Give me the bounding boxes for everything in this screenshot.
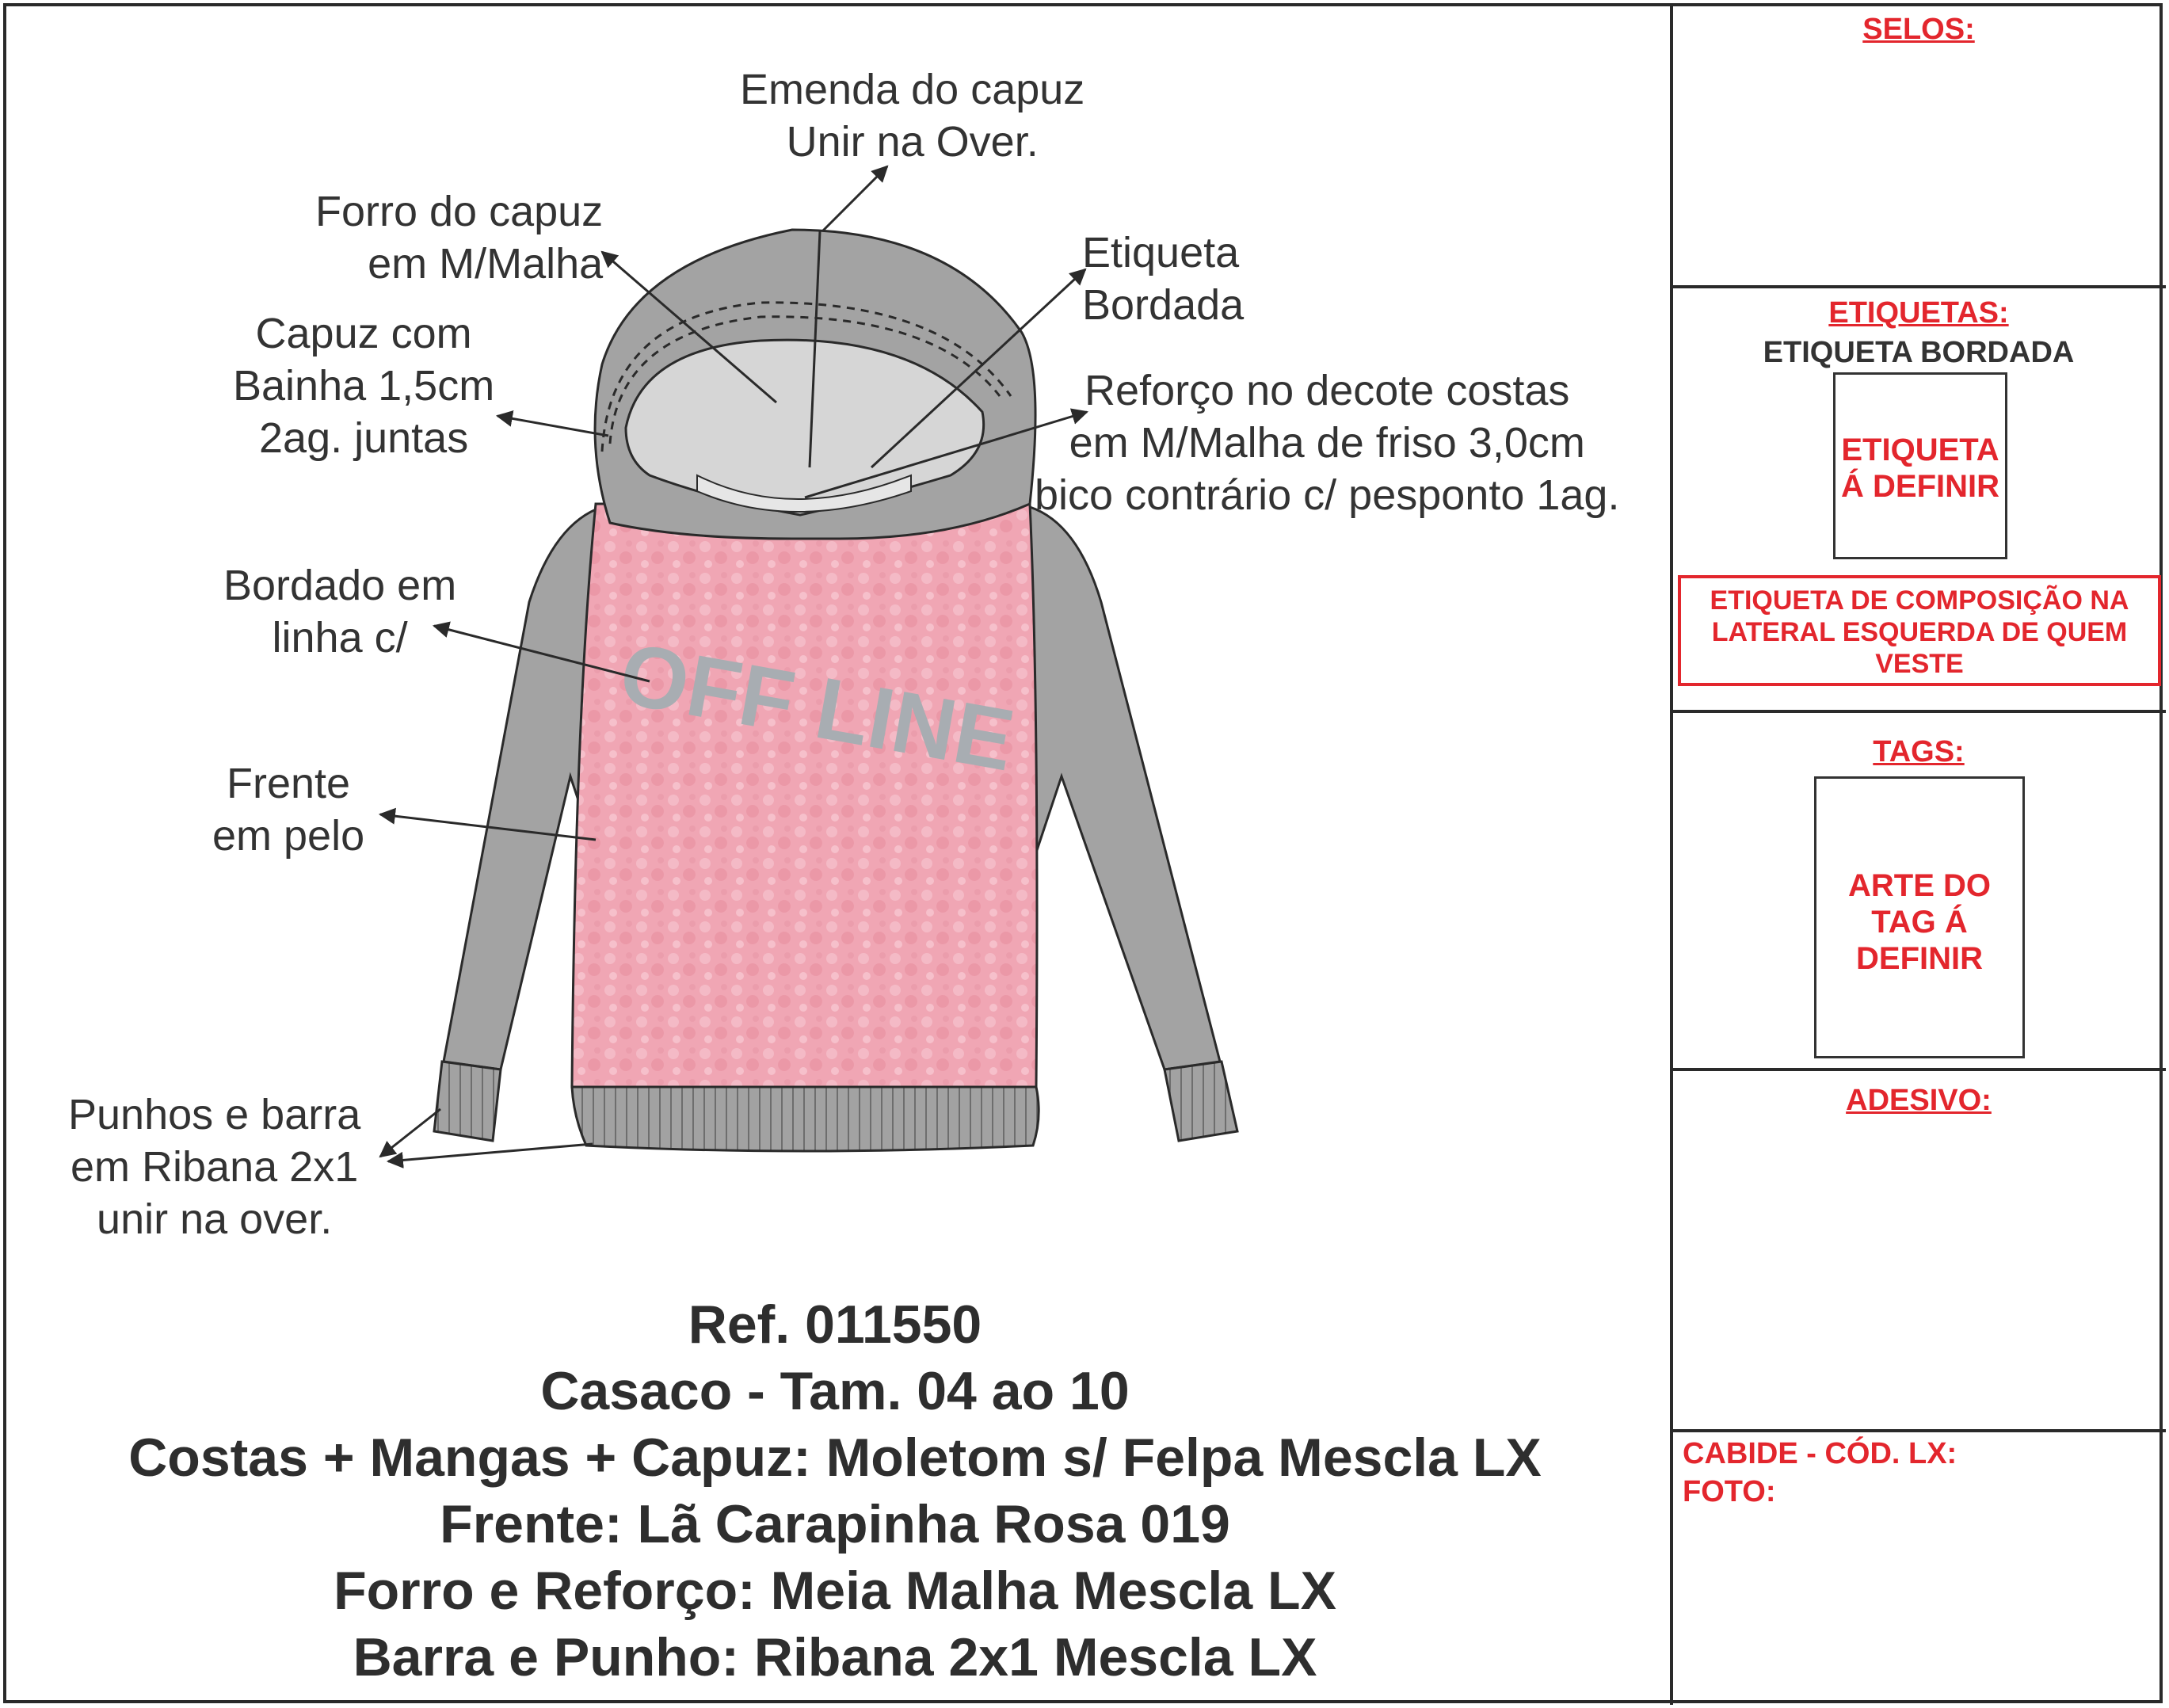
tag-placeholder-box (1814, 776, 2025, 1058)
callout-capuz (233, 307, 494, 464)
tag-box-line2: TAG Á (1871, 905, 1968, 940)
etiqueta-bordada-label: ETIQUETA BORDADA (1763, 336, 2075, 369)
etiquetas-title: ETIQUETAS: (1828, 296, 2009, 330)
callout-frente-line2: em pelo (212, 812, 365, 860)
callout-punhos-line1: Punhos e barra (68, 1091, 361, 1138)
left-cuff (434, 1062, 501, 1141)
foto-label: FOTO: (1683, 1475, 1776, 1508)
arrow-punhos-1 (380, 1109, 440, 1157)
right-cuff (1165, 1062, 1237, 1141)
callout-punhos (68, 1088, 360, 1245)
callout-reforco-line2: em M/Malha de friso 3,0cm (1069, 419, 1585, 467)
callout-etiqueta (1082, 227, 1244, 331)
etiqueta-box-line2: Á DEFINIR (1841, 469, 1999, 504)
callout-emenda (740, 63, 1084, 168)
arrow-punhos-2 (388, 1144, 593, 1161)
arrow-capuz (497, 416, 608, 436)
callout-punhos-line2: em Ribana 2x1 (71, 1143, 359, 1191)
tags-title: TAGS: (1873, 735, 1965, 768)
callout-etiqueta-line2: Bordada (1082, 281, 1245, 329)
arrow-emenda (822, 166, 887, 231)
waistband (572, 1087, 1039, 1151)
spec-rib: Barra e Punho: Ribana 2x1 Mescla LX (353, 1627, 1317, 1687)
panel-separator-1 (1672, 285, 2166, 288)
etiqueta-box-line1: ETIQUETA (1841, 433, 1999, 467)
composicao-line3: VESTE (1875, 649, 1964, 679)
spec-product: Casaco - Tam. 04 ao 10 (540, 1361, 1130, 1421)
callout-forro-line1: Forro do capuz (315, 188, 604, 235)
callout-capuz-line2: Bainha 1,5cm (233, 362, 495, 410)
spec-lining: Forro e Reforço: Meia Malha Mescla LX (334, 1561, 1336, 1621)
callout-bordado (223, 559, 456, 664)
panel-separator-4 (1672, 1429, 2166, 1432)
callout-reforco-line3: bico contrário c/ pesponto 1ag. (1035, 471, 1620, 519)
composicao-box (1678, 575, 2161, 686)
callout-punhos-line3: unir na over. (97, 1195, 333, 1243)
cabide-label: CABIDE - CÓD. LX: (1683, 1437, 1957, 1470)
spec-front: Frente: Lã Carapinha Rosa 019 (440, 1494, 1230, 1554)
callout-etiqueta-line1: Etiqueta (1082, 229, 1240, 276)
callout-capuz-line3: 2ag. juntas (259, 414, 469, 462)
callout-bordado-line1: Bordado em (223, 562, 457, 609)
callout-capuz-line1: Capuz com (255, 310, 472, 357)
spec-block (0, 1291, 1670, 1691)
panel-separator-3 (1672, 1068, 2166, 1071)
callout-frente (212, 757, 364, 862)
callout-reforco (1035, 364, 1619, 521)
etiqueta-placeholder-box (1833, 372, 2007, 559)
spec-back-sleeves-hood: Costas + Mangas + Capuz: Moletom s/ Felpa Mescla LX (128, 1428, 1542, 1488)
callout-reforco-line1: Reforço no decote costas (1084, 367, 1570, 414)
callout-emenda-line2: Unir na Over. (786, 118, 1039, 166)
adesivo-title: ADESIVO: (1846, 1084, 1992, 1117)
callout-bordado-line2: linha c/ (272, 614, 408, 661)
spec-ref: Ref. 011550 (688, 1294, 982, 1355)
callout-forro-line2: em M/Malha (368, 240, 604, 288)
panel-divider (1670, 3, 1673, 1705)
tag-box-line1: ARTE DO (1848, 868, 1991, 903)
embroidery-text: OFF LINE (612, 624, 1021, 790)
callout-forro (315, 185, 603, 290)
panel-separator-2 (1672, 710, 2166, 713)
right-sleeve (1030, 507, 1220, 1069)
selos-title: SELOS: (1862, 13, 1975, 46)
composicao-line2: LATERAL ESQUERDA DE QUEM (1711, 617, 2128, 647)
composicao-line1: ETIQUETA DE COMPOSIÇÃO NA (1710, 585, 2129, 616)
callout-frente-line1: Frente (227, 760, 351, 807)
front-panel (572, 504, 1037, 1087)
callout-emenda-line1: Emenda do capuz (740, 66, 1085, 113)
tag-box-line3: DEFINIR (1856, 941, 1983, 976)
